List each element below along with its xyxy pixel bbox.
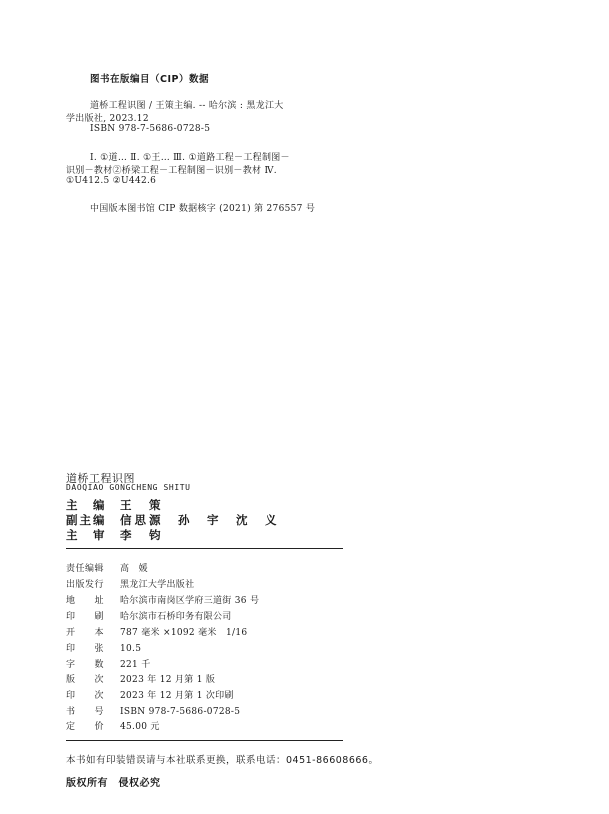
pub-label: 地 址 bbox=[66, 596, 105, 606]
credit-role: 副主编 bbox=[66, 513, 107, 527]
book-title: 道桥工程识图 bbox=[66, 472, 135, 485]
pub-label: 定 价 bbox=[66, 722, 105, 732]
pub-value: 黑龙江大学出版社 bbox=[120, 580, 195, 590]
credit-row bbox=[66, 512, 280, 528]
cip-subject-line-3: ①U412.5 ②U442.6 bbox=[66, 176, 157, 186]
credit-role: 主 编 bbox=[66, 498, 107, 512]
pub-value: 45.00 元 bbox=[120, 722, 160, 732]
pub-row bbox=[66, 672, 215, 685]
cip-entry-line-1: 道桥工程识图 / 王策主编. -- 哈尔滨 : 黑龙江大 bbox=[90, 101, 284, 111]
replacement-notice: 本书如有印装错误请与本社联系更换，联系电话：0451-86608666。 bbox=[66, 755, 379, 766]
cip-subject-line-1: Ⅰ. ①道… Ⅱ. ①王… Ⅲ. ①道路工程－工程制图－ bbox=[90, 153, 290, 163]
pub-row bbox=[66, 625, 247, 638]
credit-role: 主 审 bbox=[66, 528, 107, 542]
pub-value: 高 媛 bbox=[120, 564, 148, 574]
pub-row bbox=[66, 609, 232, 622]
copyright-notice: 版权所有 侵权必究 bbox=[66, 778, 161, 789]
cip-subject-line-2: 识别－教材②桥梁工程－工程制图－识别－教材 Ⅳ. bbox=[66, 166, 277, 176]
pub-value: 哈尔滨市石桥印务有限公司 bbox=[120, 612, 232, 622]
pub-label: 开 本 bbox=[66, 628, 105, 638]
pub-label: 版 次 bbox=[66, 675, 105, 685]
divider-bottom bbox=[66, 740, 343, 741]
pub-label: 印 次 bbox=[66, 691, 105, 701]
credit-names: 信思源 孙 宇 沈 义 bbox=[120, 513, 280, 527]
pub-label: 字 数 bbox=[66, 660, 105, 670]
credit-row bbox=[66, 527, 164, 543]
pub-value: 787 毫米 ×1092 毫米 1/16 bbox=[120, 628, 248, 638]
pub-label: 责任编辑 bbox=[66, 564, 105, 574]
pub-value: 哈尔滨市南岗区学府三道街 36 号 bbox=[120, 596, 260, 606]
pub-value: 2023 年 12 月第 1 版 bbox=[120, 675, 216, 685]
cip-entry-line-3: ISBN 978-7-5686-0728-5 bbox=[90, 124, 211, 134]
pub-row bbox=[66, 561, 148, 574]
credit-names: 王 策 bbox=[120, 498, 164, 512]
pub-label: 印 刷 bbox=[66, 612, 105, 622]
pub-label: 印 张 bbox=[66, 644, 105, 654]
pub-row bbox=[66, 657, 151, 670]
pub-row bbox=[66, 641, 141, 654]
credit-names: 李 钧 bbox=[120, 528, 164, 542]
credit-row bbox=[66, 497, 164, 513]
pub-value: 2023 年 12 月第 1 次印刷 bbox=[120, 691, 234, 701]
pub-row bbox=[66, 719, 160, 732]
pub-label: 书 号 bbox=[66, 707, 105, 717]
pub-value: ISBN 978-7-5686-0728-5 bbox=[120, 707, 241, 717]
pub-row bbox=[66, 688, 234, 701]
pub-label: 出版发行 bbox=[66, 580, 105, 590]
cip-heading: 图书在版编目（CIP）数据 bbox=[90, 74, 209, 85]
pub-row bbox=[66, 593, 259, 606]
pub-value: 10.5 bbox=[120, 644, 142, 654]
pub-row bbox=[66, 577, 194, 590]
divider-top bbox=[66, 548, 343, 549]
cip-entry-line-2: 学出版社, 2023.12 bbox=[66, 114, 149, 124]
book-pinyin: DAOQIAO GONGCHENG SHITU bbox=[66, 483, 191, 492]
cip-number: 中国版本图书馆 CIP 数据核字 (2021) 第 276557 号 bbox=[90, 204, 316, 214]
pub-row bbox=[66, 704, 240, 717]
pub-value: 221 千 bbox=[120, 660, 151, 670]
